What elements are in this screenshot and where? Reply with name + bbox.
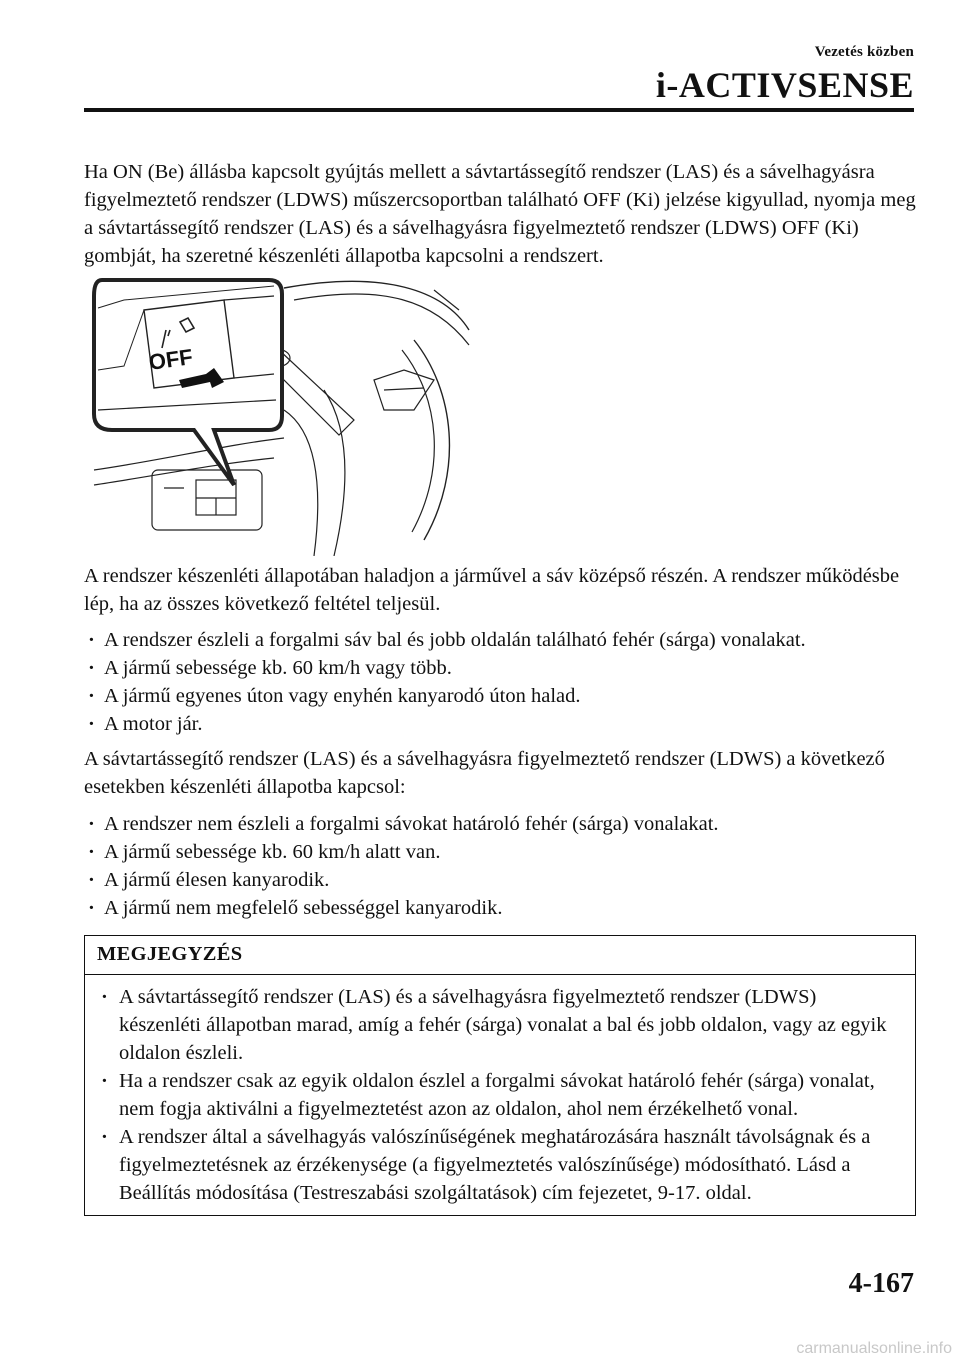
list-item: · A rendszer nem észleli a forgalmi sávokat határoló fehér (sárga) vonalakat. [84, 810, 916, 838]
list-item: · A jármű egyenes úton vagy enyhén kanyarodó úton halad. [84, 682, 916, 710]
page-header [656, 44, 914, 105]
standby-trigger-paragraph: A sávtartássegítő rendszer (LAS) és a sávelhagyásra figyelmeztető rendszer (LDWS) a következő esetekben készenléti állapotba kapcsol: [84, 748, 885, 798]
note-title: MEGJEGYZÉS [85, 936, 915, 975]
chapter-title: i-ACTIVSENSE [655, 65, 914, 105]
list-item: · A rendszer által a sávelhagyás valószínűségének meghatározására használt távolságnak és a figyelmeztetésnek az érzékenysége (a figyelmeztetés valószínűsége) módosítható. Lásd a Beállítás módosítása (Testreszabási szolgáltatások) cím fejezetet, 9-17. oldal. [97, 1123, 901, 1207]
header-rule [84, 108, 914, 112]
intro-paragraph: Ha ON (Be) állásba kapcsolt gyújtás mellett a sávtartássegítő rendszer (LAS) és a sávelhagyásra figyelmeztető rendszer (LDWS) műszercsoportban található OFF (Ki) jelzése kigyullad, nyomja meg a sávtartássegítő rendszer (LAS) és a sávelhagyásra figyelmeztető rendszer (LDWS) OFF (Ki) gombját, ha szeretné készenléti állapotba kapcsolni a rendszert. [84, 161, 916, 267]
section-name: Vezetés közben [814, 44, 914, 60]
las-off-switch-figure [84, 270, 474, 556]
list-item: · A jármű sebessége kb. 60 km/h alatt van. [84, 838, 916, 866]
standby-conditions-list [84, 810, 916, 922]
standby-paragraph: A rendszer készenléti állapotában haladjon a járművel a sáv középső részén. A rendszer működésbe lép, ha az összes következő feltétel teljesül. [84, 565, 900, 615]
watermark: carmanualsonline.info [796, 1340, 952, 1357]
activation-conditions-list [84, 626, 916, 738]
list-item: · A jármű élesen kanyarodik. [84, 866, 916, 894]
note-list [97, 983, 901, 1207]
page-number: 4-167 [848, 1268, 914, 1299]
list-item: · A rendszer észleli a forgalmi sáv bal és jobb oldalán található fehér (sárga) vonalakat. [84, 626, 916, 654]
list-item: · A jármű nem megfelelő sebességgel kanyarodik. [84, 894, 916, 922]
list-item: · A sávtartássegítő rendszer (LAS) és a sávelhagyásra figyelmeztető rendszer (LDWS) készenléti állapotban marad, amíg a fehér (sárga) vonalat a bal és jobb oldalon, vagy az egyik oldalon észleli. [97, 983, 901, 1067]
list-item: · Ha a rendszer csak az egyik oldalon észlel a forgalmi sávokat határoló fehér (sárga) vonalat, nem fogja aktiválni a figyelmeztetést azon az oldalon, ahol nem érzékelhető vonal. [97, 1067, 901, 1123]
off-button-label: OFF [147, 344, 195, 375]
note-box [84, 935, 916, 1216]
list-item: · A motor jár. [84, 710, 916, 738]
list-item: · A jármű sebessége kb. 60 km/h vagy több. [84, 654, 916, 682]
